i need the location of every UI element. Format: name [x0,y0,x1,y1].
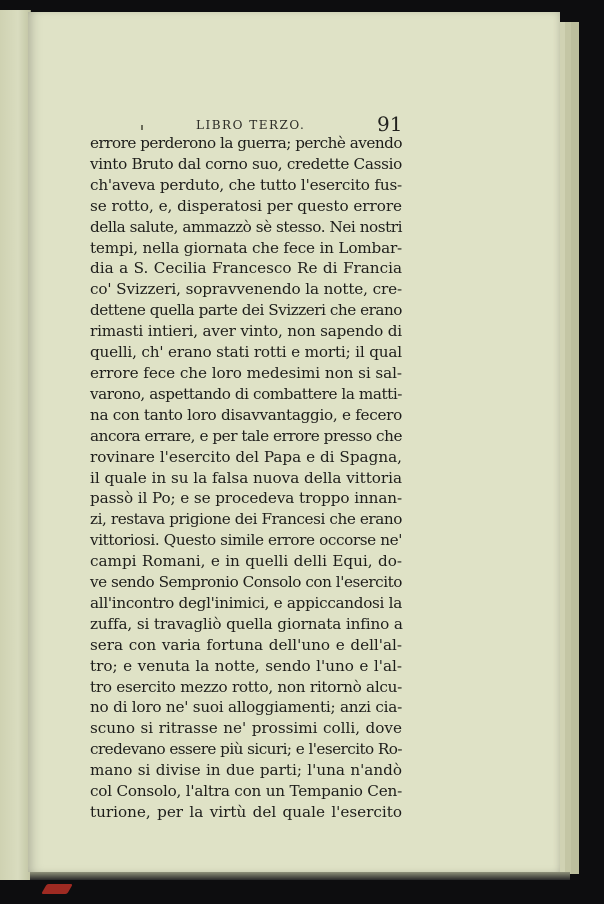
text-line: dia a S. Cecilia Francesco Re di Francia [90,259,402,278]
page-bottom-shadow [30,872,570,880]
page-number: 91 [377,112,403,136]
text-line: campi Romani, e in quelli delli Equi, do- [90,552,402,571]
text-line: zi, restava prigione dei Francesi che erano [90,510,402,529]
text-line: vinto Bruto dal corno suo, credette Cassio [90,154,402,173]
text-line: errore perderono la guerra; perchè avendo [90,134,402,152]
previous-page-edge [0,10,31,880]
running-head: LIBRO TERZO. [196,118,306,132]
margin-tick [141,125,143,130]
text-line: ch'aveva perduto, che tutto l'esercito fus- [90,175,402,194]
text-line: scuno si ritrasse ne' prossimi colli, dove [90,719,402,738]
text-line: ve sendo Sempronio Consolo con l'esercito [90,573,402,592]
page-edge [564,22,571,874]
text-line: tro; e venuta la notte, sendo l'uno e l'al- [90,656,402,675]
text-line: no di loro ne' suoi alloggiamenti; anzi cia- [90,698,402,717]
text-line: rimasti intieri, aver vinto, non sapendo di [90,322,402,341]
page-edge [570,22,579,874]
text-line: ancora errare, e per tale errore presso che [90,426,402,445]
text-line: rovinare l'esercito del Papa e di Spagna, [90,447,402,466]
text-line: varono, aspettando di combattere la matti- [90,384,402,403]
text-line: zuffa, si travagliò quella giornata infino a [90,614,403,633]
body-text [90,133,402,823]
text-line: sera con varia fortuna dell'uno e dell'al- [90,635,402,654]
text-line: co' Svizzeri, sopravvenendo la notte, cre- [90,280,402,299]
text-line: tro esercito mezzo rotto, non ritornò alcu- [90,677,402,696]
text-line: vittoriosi. Questo simile errore occorse ne' [90,531,402,550]
text-line: all'incontro degl'inimici, e appiccandosi la [90,593,402,612]
text-line: tempi, nella giornata che fece in Lombar- [90,238,402,257]
text-line: mano si divise in due parti; l'una n'andò [90,761,402,780]
text-line: col Consolo, l'altra con un Tempanio Cen- [90,782,402,801]
text-line: quelli, ch' erano stati rotti e morti; il qual [90,343,402,362]
text-line: passò il Po; e se procedeva troppo innan- [90,489,402,508]
text-line: dettene quella parte dei Svizzeri che erano [90,301,402,320]
text-line: il quale in su la falsa nuova della vittoria [90,468,402,487]
text-line: credevano essere più sicuri; e l'esercito Ro- [90,740,402,759]
text-line: se rotto, e, disperatosi per questo errore [90,196,402,215]
text-line: della salute, ammazzò sè stesso. Nei nostri [90,217,402,236]
text-line: na con tanto loro disavvantaggio, e fecero [90,405,402,424]
text-line: turione, per la virtù del quale l'esercito [90,803,402,821]
text-line: errore fece che loro medesimi non si sal- [90,363,402,382]
